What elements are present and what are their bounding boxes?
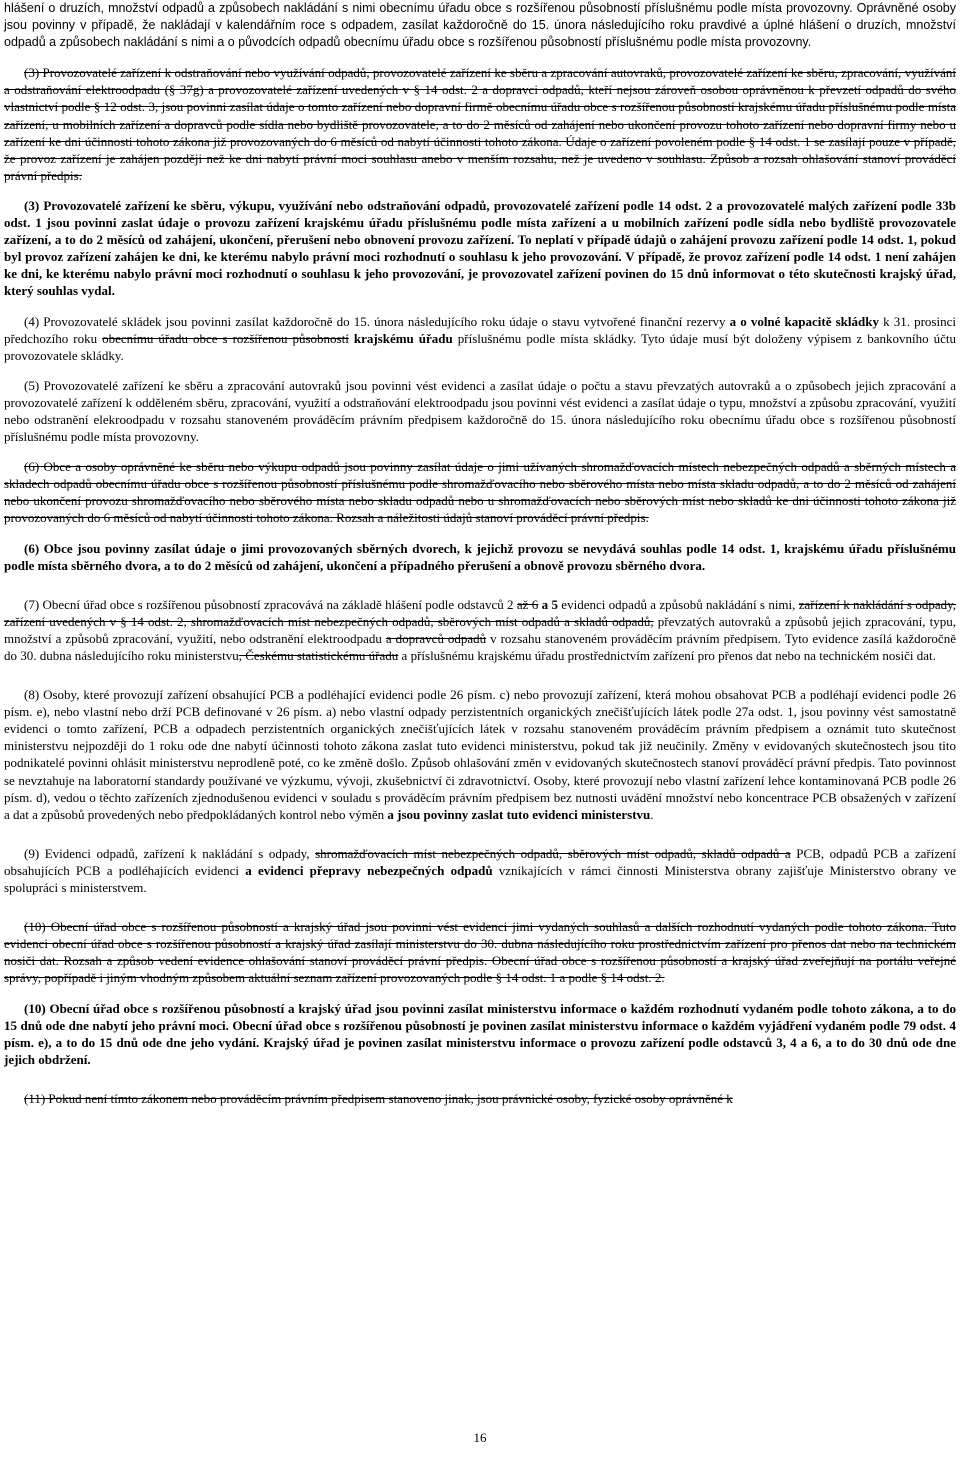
struck-text: (10) Obecní úřad obce s rozšířenou působností a krajský úřad jsou povinni vést evidenci jimi vydaných souhlasů a dalších rozhodnutí vydaných podle tohoto zákona. Tuto evidenci obecní úřad obce s rozšířenou působností a krajský úřad zasílají ministerstvu do 30. dubna následujícího roku prostřednictvím zařízení pro přenos dat nebo na technickém nosiči dat. Rozsah a způsob vedení evidence ohlašování stanoví prováděcí právní předpis. Obecní úřad obce s rozšířenou působností a krajský úřad zveřejňují na portálu veřejné správy, popřípadě i jiným vhodným způsobem aktuální seznam zařízení provozovaných podle § 14 odst. 1 a podle § 14 odst. 2. (4, 919, 956, 986)
paragraph-3-new (4, 197, 956, 300)
paragraph-9: (9) Evidenci odpadů, zařízení k nakládání s odpady, shromažďovacích míst nebezpečných odpadů, sběrových míst odpadů, skladů odpadů a PCB, odpadů PCB a zařízení obsahujících PCB a podléhajících evidenci a evidenci přepravy nebezpečných odpadů vznikajících v rámci činnosti Ministerstva obrany zajišťuje Ministerstvo obrany ve spolupráci s ministerstvem. (4, 845, 956, 896)
struck-text: a dopravců odpadů (385, 630, 487, 646)
bold-text: a o volné kapacitě skládky (725, 313, 879, 329)
paragraph-continuation: hlášení o druzích, množství odpadů a způsobech nakládání s nimi obecnímu úřadu obce s rozšířenou působností příslušnému podle místa provozovny. Oprávněné osoby jsou povinny v případě, že nakládají v kalendářním roce s odpadem, zasílat každoročně do 15. února následujícího roku pravdivé a úplné hlášení o druzích, množství odpadů a způsobech nakládání s nimi a o původcích odpadů obecnímu úřadu obce s rozšířenou působností příslušnému podle místa provozovny. (4, 1, 956, 50)
paragraph-6-new (4, 540, 956, 574)
struck-text: obecnímu úřadu obce s rozšířenou působností (102, 330, 349, 346)
bold-text: a 5 (538, 596, 558, 612)
struck-text: (3) Provozovatelé zařízení k odstraňování nebo využívání odpadů, provozovatelé zařízení ke sběru a zpracování autovraků, provozovatelé zařízení ke sběru, zpracování, využívání a odstraňování elektroodpadu (§ 37g) a provozovatelé zařízení uvedených v § 14 odst. 2 a dopravci odpadů, kteří nejsou zároveň osobou oprávněnou k převzetí odpadů do svého vlastnictví podle § 12 odst. 3, jsou povinni zasílat údaje o tomto zařízení nebo dopravní firmě obecnímu úřadu obce s rozšířenou působností krajskému úřadu příslušnému podle místa zařízení, u mobilních zařízení a dopravců podle sídla nebo bydliště provozovatele, a to do 2 měsíců od zahájení nebo ukončení provozu tohoto zařízení nebo dopravní firmy nebo u zařízení ke dni účinnosti tohoto zákona již provozovaných do 6 měsíců od nabytí účinnosti tohoto zákona. Údaje o zařízení povoleném podle § 14 odst. 1 se zasílají pouze v případě, že provoz zařízení je zahájen později než ke dni nabytí právní moci souhlasu anebo v menším rozsahu, než je uvedeno v souhlasu. Způsob a rozsah ohlašování stanoví prováděcí právní předpis. (4, 65, 956, 183)
paragraph-5: (5) Provozovatelé zařízení ke sběru a zpracování autovraků jsou povinni vést evidenci a zasílat údaje o počtu a stavu převzatých autovraků a o způsobech jejich zpracování a provozovatelé zařízení k odděleném sběru, zpracování, využití a odstraňování elektroodpadu jsou povinni vést evidenci a zasílat údaje o typu, množství a způsobu zpracování, využití nebo odstranění elekroodpadu v rozsahu stanoveném prováděcím právním předpisem každoročně do 15. února následujícího roku obecnímu úřadu obce s rozšířenou působností příslušnému podle místa provozovny. (4, 377, 956, 445)
bold-text: (3) Provozovatelé zařízení ke sběru, výkupu, využívání nebo odstraňování odpadů, provozovatelé zařízení podle 14 odst. 2 a provozovatelé malých zařízení podle 33b odst. 1 jsou povinni zaslat údaje o provozu zařízení krajskému úřadu příslušnému podle místa zařízení a u mobilních zařízení podle sídla nebo bydliště provozovatele zařízení, a to do 2 měsíců od zahájení, ukončení, přerušení nebo obnovení provozu zařízení. To neplatí v případě údajů o zahájení provozu zařízení podle 14 odst. 1, pokud byl provoz zařízení zahájen ke dni, ke kterému nabylo právní moci rozhodnutí o souhlasu k jeho provozování. V případě, že provoz zařízení podle 14 odst. 1 není zahájen ke dni, ke kterému nabylo právní moci rozhodnutí o souhlasu k jeho provozování, je provozovatel zařízení povinen do 15 dnů informovat o této skutečnosti krajský úřad, který souhlas vydal. (4, 197, 956, 299)
bold-text: a jsou povinny zaslat tuto evidenci ministerstvu (384, 806, 651, 822)
bold-text: (6) Obce jsou povinny zasílat údaje o jimi provozovaných sběrných dvorech, k jejichž provozu se nevydává souhlas podle 14 odst. 1, krajskému úřadu příslušnému podle místa sběrného dvora, a to do 2 měsíců od zahájení, ukončení a případného přerušení a obnově provozu sběrného dvora. (4, 540, 956, 573)
struck-text: shromažďovacích míst nebezpečných odpadů, sběrových míst odpadů, skladů odpadů a (315, 845, 791, 861)
paragraph-7: (7) Obecní úřad obce s rozšířenou působností zpracovává na základě hlášení podle odstavců 2 až 6 a 5 evidenci odpadů a způsobů nakládání s nimi, zařízení k nakládání s odpady, zařízení uvedených v § 14 odst. 2, shromažďovacích míst nebezpečných odpadů, sběrových míst odpadů a skladů odpadů, převzatých autovraků a způsobů jejich zpracování, typu, množství a způsobů zpracování, využití, nebo odstranění elektroodpadu a dopravců odpadů v rozsahu stanoveném prováděcím právním předpisem. Tyto evidence zasílá každoročně do 30. dubna následujícího roku ministerstvu, Českému statistickému úřadu a příslušnému krajskému úřadu prostřednictvím zařízení pro přenos dat nebo na technickém nosiči dat. (4, 596, 957, 663)
paragraph-8: (8) Osoby, které provozují zařízení obsahující PCB a podléhající evidenci podle 26 písm. c) nebo provozují zařízení, která mohou obsahovat PCB a podléhají evidenci podle 26 písm. e), nebo vlastní nebo drží PCB definované v 26 písm. a) nebo vlastní odpady perzistentních organických znečišťujících látek podle 27a odst. 1, jsou povinny vést samostatně evidenci o tomto zařízení, PCB a odpadech perzistentních organických znečišťujících látek v rozsahu stanoveném prováděcím právním předpisem a oznámit tuto skutečnost ministerstvu nejpozději do 1 roku ode dne nabytí účinnosti tohoto zákona zaslat tuto evidenci ministerstvu, pokud tak již neučinily. Změny v evidovaných skutečnostech jsou tito podnikatelé povinni ohlásit ministerstvu neprodleně poté, co ke změně došlo. Způsob ohlašování změn v evidovaných skutečnostech stanoví prováděcí právní předpis. Tato povinnost se nevztahuje na laboratorní standardy používané ve výzkumu, vývoji, zkušebnictví či zdravotnictví. Osoby, které provozují nebo vlastní zařízení lehce kontaminovaná PCB podle 26 písm. d), vedou o těchto zařízeních zjednodušenou evidenci v souladu s prováděcím právním předpisem bez nutnosti uvádění množství nebo koncentrace PCB obsažených v zařízení a dat a způsobů provedených nebo předpokládaných kontrol nebo výměn a jsou povinny zaslat tuto evidenci ministerstvu. (4, 687, 956, 822)
paragraph-3-old (4, 64, 956, 184)
struck-text: (6) Obce a osoby oprávněné ke sběru nebo výkupu odpadů jsou povinny zasílat údaje o jimi užívaných shromažďovacích místech nebezpečných odpadů a sběrných místech a skladech odpadů obecnímu úřadu obce s rozšířenou působností příslušnému podle shromažďovacího nebo sběrového místa nebo místa skladu odpadů, a to do 2 měsíců od zahájení nebo ukončení provozu shromažďovacího nebo sběrového místa nebo skladu odpadů nebo u shromažďovacích nebo sběrových míst nebo skladů ke dni účinnosti tohoto zákona již provozovaných do 6 měsíců od nabytí účinnosti tohoto zákona. Rozsah a náležitosti údajů stanoví prováděcí právní předpis. (4, 459, 956, 526)
bold-text: krajskému úřadu (348, 330, 453, 346)
page-number: 16 (473, 1430, 487, 1445)
paragraph-4: (4) Provozovatelé skládek jsou povinni zasílat každoročně do 15. února následujícího roku údaje o stavu vytvořené finanční rezervy a o volné kapacitě skládky k 31. prosinci předchozího roku obecnímu úřadu obce s rozšířenou působností krajskému úřadu příslušnému podle místa skládky. Tyto údaje musí být doloženy výpisem z bankovního účtu provozovatele skládky. (4, 313, 956, 363)
struck-text: , Českému statistickému úřadu (238, 648, 399, 663)
bold-text: (10) Obecní úřad obce s rozšířenou působností a krajský úřad jsou povinni zasílat ministerstvu informace o každém rozhodnutí vydaném podle tohoto zákona, a to do 15 dnů ode dne nabytí jeho právní moci. Obecní úřad obce s rozšířenou působností je povinen zasílat ministerstvu informace o každém vyjádření vydaném podle 79 odst. 4 písm. e), a to do 15 dnů ode dne jeho vydání. Krajský úřad je povinen zasílat ministerstvu informace o provozu zařízení podle odstavců 3, 4 a 6, a to do 30 dnů ode dne jejich obdržení. (4, 1000, 956, 1067)
paragraph-10-new (4, 1000, 956, 1068)
paragraph-10-old (4, 918, 956, 986)
paragraph-11-old (4, 1090, 956, 1107)
struck-text: až 6 (516, 596, 539, 612)
bold-text: a evidenci přepravy nebezpečných odpadů (245, 862, 493, 878)
struck-text: zařízení k nakládání s odpady, zařízení uvedených v § 14 odst. 2, shromažďovacích míst nebezpečných odpadů, sběrových míst odpadů a skladů odpadů, (4, 596, 957, 629)
document-page (4, 0, 956, 1120)
paragraph-6-old (4, 458, 956, 526)
struck-text: (11) Pokud není tímto zákonem nebo prováděcím právním předpisem stanoveno jinak, jsou právnické osoby, fyzické osoby oprávněné k (24, 1090, 733, 1106)
